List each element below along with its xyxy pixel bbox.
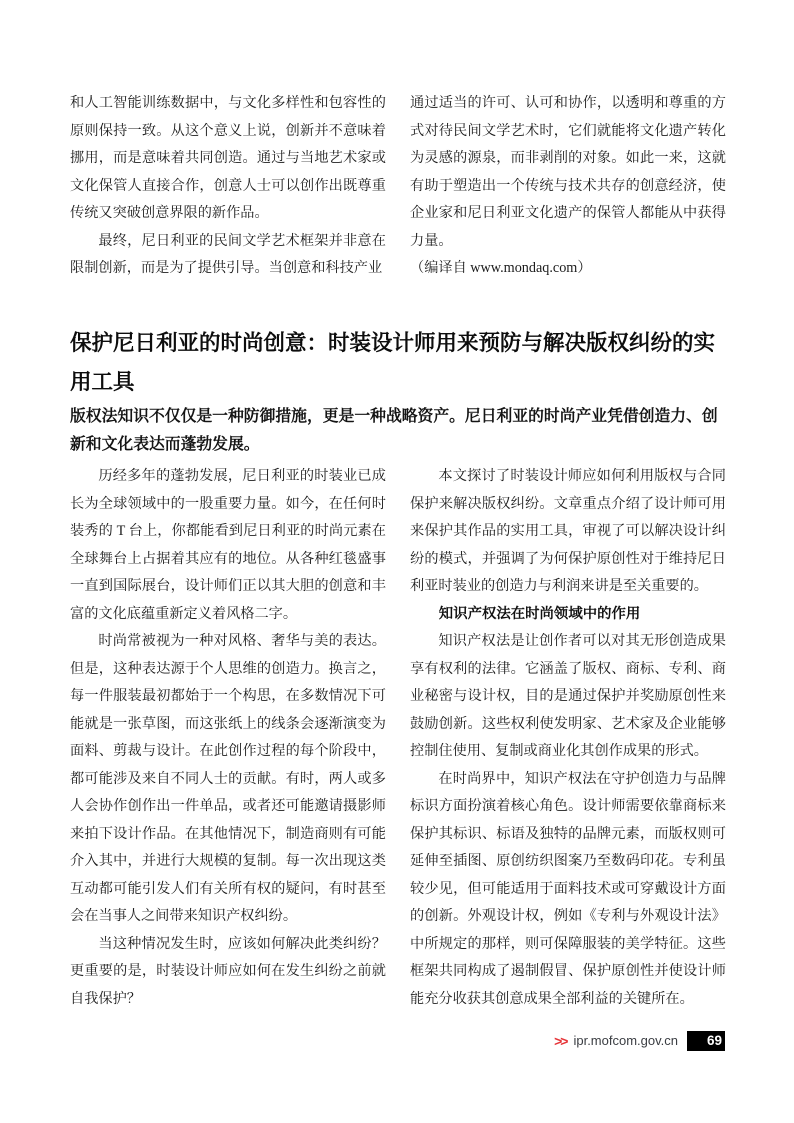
paragraph: 最终，尼日利亚的民间文学艺术框架并非意在限制创新，而是为了提供引导。当创意和科技产业 — [70, 232, 386, 276]
paragraph: 在时尚界中，知识产权法在守护创造力与品牌标识方面扮演着核心角色。设计师需要依靠商标来保护其标识、标语及独特的品牌元素，而版权则可延伸至插图、原创纺织图案乃至数码印花。专利虽较少见，但可能适用于面料技术或可穿戴设计方面的创新。外观设计权，例如《专利与外观设计法》中所规定的那样，则可保障服装的美学特征。这些框架共同构成了遏制假冒、保护原创性并使设计师能充分收获其创意成果全部利益的关键所在。 — [410, 770, 726, 1007]
previous-article-continuation — [70, 90, 726, 283]
article-right-column — [410, 463, 726, 1013]
footer-site-url: ipr.mofcom.gov.cn — [573, 1033, 678, 1048]
paragraph: 和人工智能训练数据中，与文化多样性和包容性的原则保持一致。从这个意义上说，创新并不意味着挪用，而是意味着共同创造。通过与当地艺术家或文化保管人直接合作，创意人士可以创作出既尊重传统又突破创意界限的新作品。 — [70, 95, 386, 221]
paragraph: 时尚常被视为一种对风格、奢华与美的表达。但是，这种表达源于个人思维的创造力。换言之，每一件服装最初都始于一个构思，在多数情况下可能就是一张草图，而这张纸上的线条会逐渐演变为面料、剪裁与设计。在此创作过程的每个阶段中，都可能涉及来自不同人士的贡献。有时，两人或多人会协作创作出一件单品，或者还可能邀请摄影师来拍下设计作品。在其他情况下，制造商则有可能介入其中，并进行大规模的复制。每一次出现这类互动都可能引发人们有关所有权的疑问，有时甚至会在当事人之间带来知识产权纠纷。 — [70, 633, 386, 924]
page-number: 69 — [706, 1033, 722, 1048]
source-attribution: （编译自 www.mondaq.com） — [410, 260, 592, 276]
section-heading: 知识产权法在时尚领域中的作用 — [438, 605, 641, 622]
chevron-right-icon: >> — [554, 1032, 567, 1049]
article-header — [70, 324, 726, 459]
article-left-column — [70, 463, 386, 1013]
paragraph: 知识产权法是让创作者可以对其无形创造成果享有权利的法律。它涵盖了版权、商标、专利、商业秘密与设计权，目的是通过保护并奖励原创性来鼓励创新。这些权利使发明家、艺术家及企业能够控制住使用、复制或商业化其创作成果的形式。 — [410, 633, 726, 759]
paragraph: 本文探讨了时装设计师应如何利用版权与合同保护来解决版权纠纷。文章重点介绍了设计师可用来保护其作品的实用工具，审视了可以解决设计纠纷的模式，并强调了为何保护原创性对于维持尼日利亚时装业的创造力与利润来讲是至关重要的。 — [410, 468, 726, 594]
paragraph: 历经多年的蓬勃发展，尼日利亚的时装业已成长为全球领域中的一股重要力量。如今，在任何时装秀的 T 台上，你都能看到尼日利亚的时尚元素在全球舞台上占据着其应有的地位。从各种红毯盛事一直到国际展台，设计师们正以其大胆的创意和丰富的文化底蕴重新定义着风格二字。 — [70, 468, 386, 622]
article-body — [70, 463, 726, 1013]
page-footer — [554, 1030, 725, 1051]
prev-article-right-column — [410, 90, 726, 283]
page-number-badge — [687, 1031, 725, 1051]
article-subtitle: 版权法知识不仅仅是一种防御措施，更是一种战略资产。尼日利亚的时尚产业凭借创造力、创新和文化表达而蓬勃发展。 — [70, 408, 718, 453]
article-title: 保护尼日利亚的时尚创意：时装设计师用来预防与解决版权纠纷的实用工具 — [70, 331, 716, 394]
prev-article-left-column — [70, 90, 386, 283]
paragraph: 通过适当的许可、认可和协作，以透明和尊重的方式对待民间文学艺术时，它们就能将文化遗产转化为灵感的源泉，而非剥削的对象。如此一来，这就有助于塑造出一个传统与技术共存的创意经济，使企业家和尼日利亚文化遗产的保管人都能从中获得力量。 — [410, 95, 726, 249]
paragraph: 当这种情况发生时，应该如何解决此类纠纷？更重要的是，时装设计师应如何在发生纠纷之前就自我保护？ — [70, 935, 386, 1007]
